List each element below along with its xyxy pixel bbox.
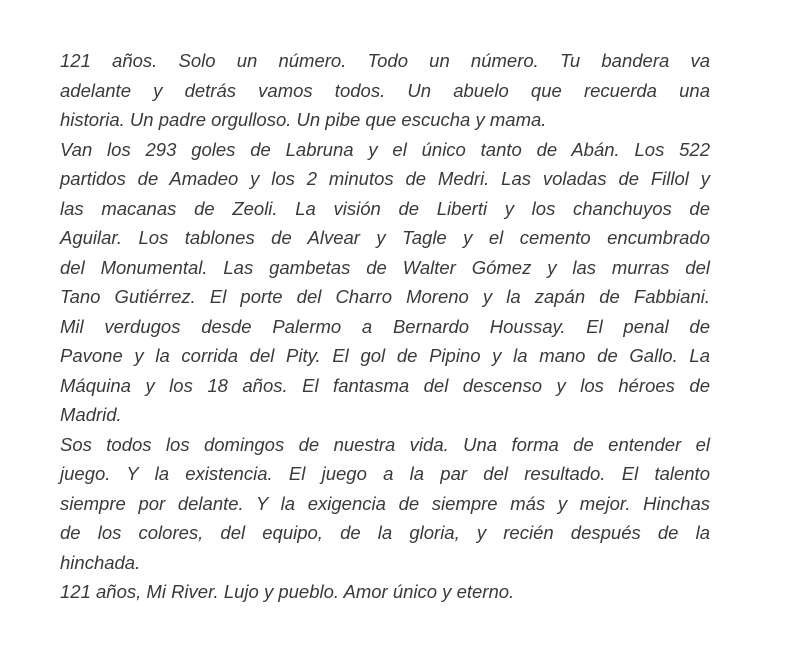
- text-line: Sos todos los domingos de nuestra vida. Una forma de entender el: [60, 433, 710, 455]
- text-line: juego. Y la existencia. El juego a la par del resultado. El talento: [60, 463, 710, 484]
- text-line: historia. Un padre orgulloso. Un pibe que escucha y mama.: [60, 109, 547, 130]
- paragraph: [60, 577, 710, 607]
- text-line: siempre por delante. Y la exigencia de siempre más y mejor. Hinchas: [60, 492, 710, 514]
- paragraph: [60, 46, 710, 135]
- text-line: hinchada.: [60, 551, 141, 573]
- text-line: Pavone y la corrida del Pity. El gol de Pipino y la mano de Gallo. La: [60, 345, 710, 366]
- text-line: Van los 293 goles de Labruna y el único tanto de Abán. Los 522: [60, 138, 710, 160]
- text-line: Máquina y los 18 años. El fantasma del descenso y los héroes de: [60, 374, 710, 396]
- text-line: de los colores, del equipo, de la gloria, y recién después de la: [60, 522, 710, 543]
- text-line: 121 años, Mi River. Lujo y pueblo. Amor único y eterno.: [60, 581, 515, 602]
- text-line: Tano Gutiérrez. El porte del Charro Moreno y la zapán de Fabbiani.: [60, 286, 710, 307]
- text-line: adelante y detrás vamos todos. Un abuelo que recuerda una: [60, 79, 710, 101]
- text-line: las macanas de Zeoli. La visión de Liberti y los chanchuyos de: [60, 197, 710, 219]
- text-line: partidos de Amadeo y los 2 minutos de Medri. Las voladas de Fillol y: [60, 168, 710, 189]
- text-line: Aguilar. Los tablones de Alvear y Tagle y el cemento encumbrado: [60, 227, 710, 248]
- paragraph: [60, 430, 710, 578]
- text-line: Mil verdugos desde Palermo a Bernardo Houssay. El penal de: [60, 315, 710, 337]
- text-line: Madrid.: [60, 404, 122, 425]
- paragraph: [60, 135, 710, 430]
- text-line: del Monumental. Las gambetas de Walter Gómez y las murras del: [60, 256, 710, 278]
- text-line: 121 años. Solo un número. Todo un número. Tu bandera va: [60, 50, 710, 71]
